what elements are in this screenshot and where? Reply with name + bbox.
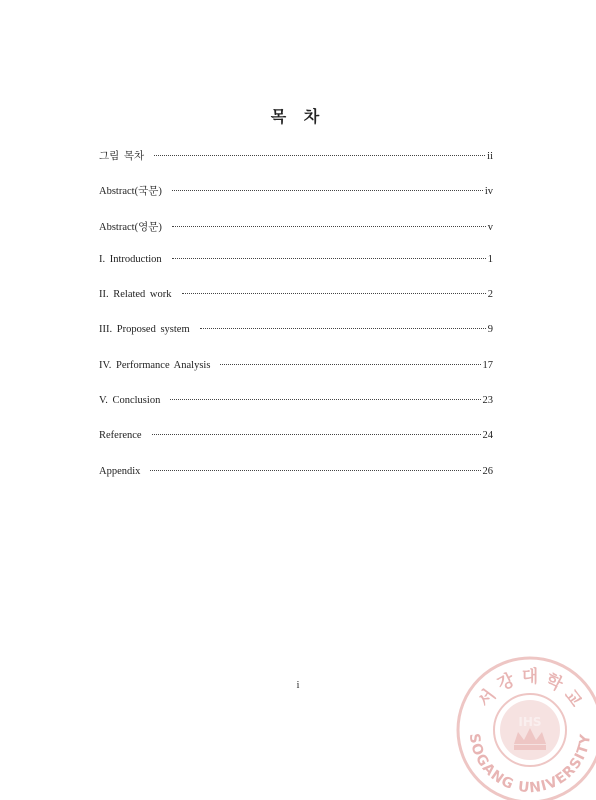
toc-entry-page: 1 [487, 253, 493, 265]
toc-dot-leader [172, 258, 486, 259]
toc-entry-page: 24 [482, 430, 493, 442]
toc-dot-leader [220, 364, 480, 365]
toc-entry-label: II. Related work [99, 289, 172, 301]
toc-title: 목 차 [270, 107, 326, 126]
toc-entry-page: 2 [487, 289, 493, 301]
toc-entry[interactable] [99, 395, 493, 430]
toc-entry-label: Reference [99, 430, 142, 442]
seal-bottom-text: SOGANG UNIVERSITY [465, 732, 595, 797]
toc-entry-page: 9 [487, 324, 493, 336]
toc-dot-leader [154, 155, 485, 156]
toc-entry-label: Appendix [99, 465, 141, 477]
toc-entry[interactable] [99, 183, 493, 218]
toc-dot-leader [172, 226, 486, 227]
toc-dot-leader [152, 434, 481, 435]
toc-entry-label: I. Introduction [99, 253, 162, 265]
toc-entry-page: ii [487, 151, 493, 162]
toc-entry-label: V. Conclusion [99, 395, 161, 407]
toc-entry-label: Abstract(영문) [99, 221, 162, 233]
toc-dot-leader [182, 293, 486, 294]
toc-entry[interactable] [99, 289, 493, 324]
toc-entry-label: Abstract(국문) [99, 186, 162, 198]
toc-entry[interactable] [99, 466, 493, 501]
toc-entry[interactable] [99, 219, 493, 254]
toc-entry-page: 17 [482, 359, 493, 371]
toc-entry[interactable] [99, 430, 493, 465]
table-of-contents [99, 148, 493, 501]
page-number: i [296, 680, 300, 691]
seal-top-text: 서 강 대 학 교 [474, 667, 586, 712]
toc-dot-leader [172, 190, 483, 191]
seal-center-text: IHS [518, 715, 542, 729]
toc-entry[interactable] [99, 324, 493, 359]
toc-entry-page: 23 [482, 395, 493, 407]
toc-entry-label: IV. Performance Analysis [99, 359, 211, 371]
toc-entry-page: iv [484, 186, 493, 198]
toc-entry[interactable] [99, 148, 493, 183]
toc-dot-leader [150, 470, 480, 471]
toc-dot-leader [170, 399, 480, 400]
toc-entry[interactable] [99, 360, 493, 395]
toc-entry-label: 그림 목차 [99, 151, 145, 162]
toc-entry-page: v [487, 221, 493, 233]
toc-dot-leader [200, 328, 486, 329]
toc-entry[interactable] [99, 254, 493, 289]
toc-entry-label: III. Proposed system [99, 324, 190, 336]
university-seal-watermark [452, 652, 596, 800]
toc-entry-page: 26 [482, 465, 493, 477]
